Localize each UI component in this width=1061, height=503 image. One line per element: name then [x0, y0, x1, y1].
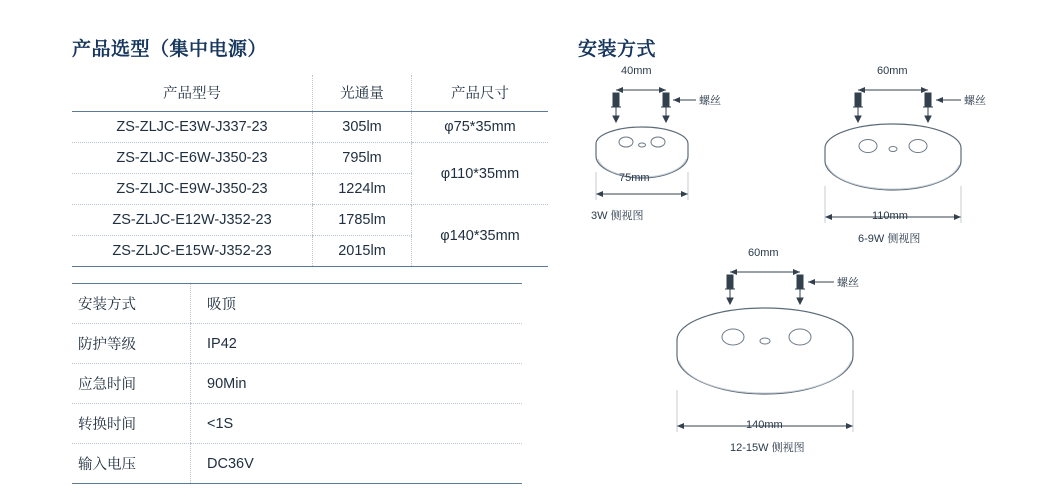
cell-lumen: 1224lm — [313, 174, 412, 205]
cell-model: ZS-ZLJC-E9W-J350-23 — [72, 174, 313, 205]
attribute-row — [72, 364, 522, 404]
cell-model: ZS-ZLJC-E3W-J337-23 — [72, 112, 313, 143]
attribute-row — [72, 444, 522, 484]
attribute-value: 吸顶 — [191, 284, 523, 324]
product-selection-table — [72, 75, 548, 267]
cell-model: ZS-ZLJC-E15W-J352-23 — [72, 236, 313, 267]
header-lumen: 光通量 — [313, 75, 412, 112]
attribute-key: 应急时间 — [72, 364, 191, 404]
cell-lumen: 795lm — [313, 143, 412, 174]
table-header-row — [72, 75, 548, 112]
header-size: 产品尺寸 — [412, 75, 549, 112]
fig-6-9w-bottom-dim: 110mm — [872, 210, 908, 222]
fig-12-15w-bottom-dim: 140mm — [746, 419, 783, 431]
attribute-row — [72, 404, 522, 444]
installation-panel — [578, 34, 1038, 484]
attribute-row — [72, 324, 522, 364]
attribute-value: IP42 — [191, 324, 523, 364]
fig-6-9w-top-dim: 60mm — [877, 65, 908, 77]
cell-lumen: 2015lm — [313, 236, 412, 267]
cell-model: ZS-ZLJC-E6W-J350-23 — [72, 143, 313, 174]
fig-6-9w-caption: 6-9W 侧视图 — [858, 233, 921, 245]
cell-model: ZS-ZLJC-E12W-J352-23 — [72, 205, 313, 236]
table-row — [72, 205, 548, 236]
product-selection-panel — [72, 34, 527, 484]
cell-size: φ75*35mm — [412, 112, 549, 143]
attribute-value: DC36V — [191, 444, 523, 484]
cell-lumen: 305lm — [313, 112, 412, 143]
table-row — [72, 143, 548, 174]
attribute-key: 输入电压 — [72, 444, 191, 484]
fig-12-15w-drawing — [658, 244, 948, 494]
fig-12-15w-screw-label: 螺丝 — [837, 277, 859, 289]
attribute-key: 转换时间 — [72, 404, 191, 444]
cell-lumen: 1785lm — [313, 205, 412, 236]
cell-size: φ140*35mm — [412, 205, 549, 267]
product-attributes-table — [72, 283, 522, 484]
fig-12-15w-top-dim: 60mm — [748, 247, 779, 259]
attribute-row — [72, 284, 522, 324]
attribute-key: 防护等级 — [72, 324, 191, 364]
product-selection-title: 产品选型（集中电源） — [72, 39, 268, 60]
installation-title: 安装方式 — [578, 39, 657, 60]
attribute-key: 安装方式 — [72, 284, 191, 324]
cell-size: φ110*35mm — [412, 143, 549, 205]
fig-3w-caption: 3W 侧视图 — [591, 210, 644, 222]
fig-3w-top-dim: 40mm — [621, 65, 652, 77]
header-model: 产品型号 — [72, 75, 313, 112]
attribute-value: <1S — [191, 404, 523, 444]
attribute-value: 90Min — [191, 364, 523, 404]
fig-12-15w-caption: 12-15W 侧视图 — [730, 442, 805, 454]
fig-3w-screw-label: 螺丝 — [699, 95, 721, 107]
fig-12-15w — [658, 244, 948, 494]
fig-6-9w-screw-label: 螺丝 — [964, 95, 986, 107]
table-row — [72, 112, 548, 143]
fig-3w-bottom-dim: 75mm — [619, 172, 650, 184]
